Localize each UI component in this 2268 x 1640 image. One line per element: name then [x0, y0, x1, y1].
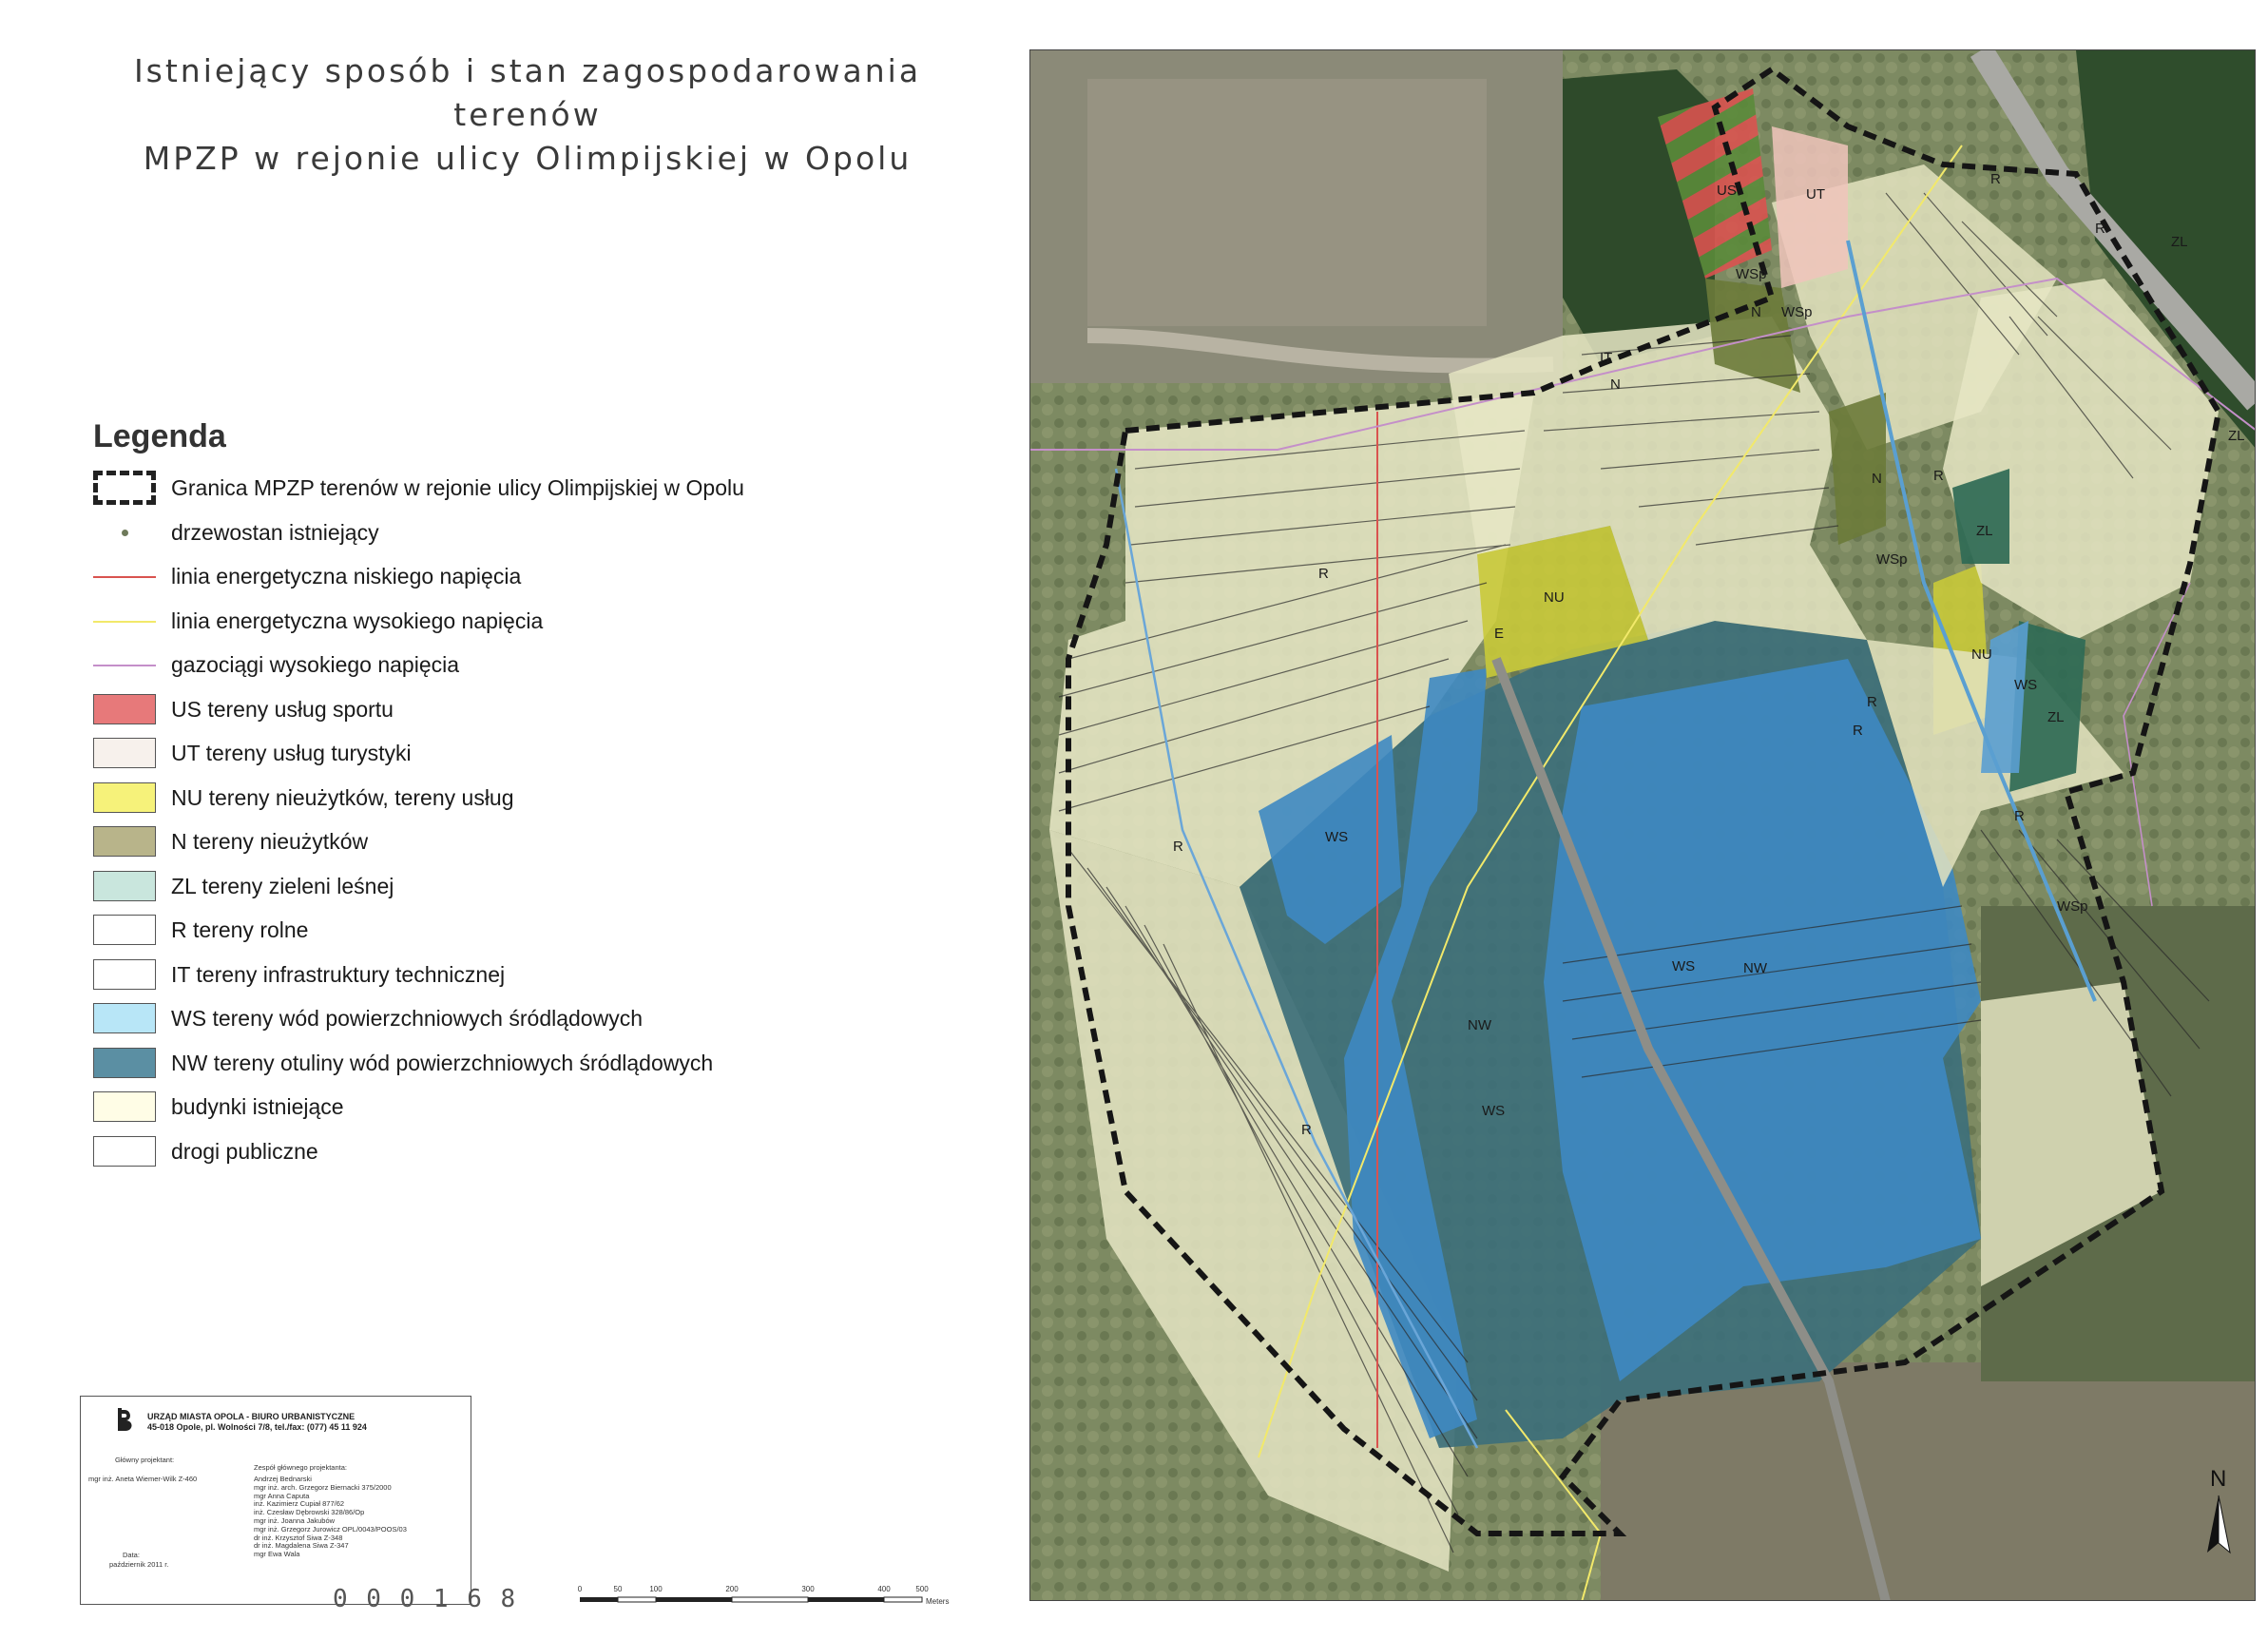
- legend-label: Granica MPZP terenów w rejonie ulicy Olimpijskiej w Opolu: [171, 475, 744, 500]
- team-member: mgr Anna Caputa: [254, 1491, 310, 1500]
- chief-label: Główny projektant:: [115, 1456, 175, 1464]
- zone-label: WS: [2014, 677, 2038, 693]
- zone-label: WS: [1672, 958, 1696, 974]
- zone-label: R: [1933, 468, 1944, 484]
- map-title-line1: Istniejący sposób i stan zagospodarowania terenów: [133, 52, 922, 133]
- legend-symbol-box: [93, 1091, 156, 1122]
- map-title-line2: MPZP w rejonie ulicy Olimpijskiej w Opolu: [143, 140, 913, 177]
- scale-tick-label: 50: [613, 1585, 623, 1593]
- title-block: [80, 1396, 518, 1613]
- zone-label: US: [1717, 183, 1737, 199]
- legend-symbol-box: [93, 782, 156, 813]
- zone-label: ZL: [2171, 234, 2188, 250]
- scale-unit: Meters: [926, 1597, 950, 1606]
- legend-item: [93, 865, 987, 910]
- legend-label: linia energetyczna wysokiego napięcia: [171, 608, 544, 633]
- legend-label: linia energetyczna niskiego napięcia: [171, 564, 522, 588]
- scale-bar: [576, 1580, 956, 1614]
- team-member: mgr Ewa Wala: [254, 1550, 300, 1559]
- zone-label: NW: [1743, 960, 1767, 976]
- org-address: 45-018 Opole, pl. Wolności 7/8, tel./fax: (077) 45 11 924: [147, 1422, 367, 1432]
- zone-label: WSp: [1781, 304, 1813, 320]
- zone-label: R: [2095, 221, 2105, 237]
- team-member: Andrzej Bednarski: [254, 1475, 312, 1483]
- city-logo-icon: [115, 1406, 136, 1433]
- legend-symbol-box: [93, 959, 156, 990]
- legend-label: WS tereny wód powierzchniowych śródlądowych: [171, 1006, 643, 1031]
- legend-item: [93, 997, 987, 1042]
- legend-symbol-line: [93, 665, 156, 666]
- scale-tick-label: 200: [725, 1585, 739, 1593]
- legend-item: [93, 644, 987, 688]
- legend-symbol-box: [93, 1003, 156, 1033]
- title-block-org: [147, 1412, 367, 1433]
- zone-label: R: [1990, 171, 2001, 187]
- zone-label: WSp: [2057, 898, 2088, 915]
- zone-label: ZL: [1976, 523, 1993, 539]
- legend-label: NU tereny nieużytków, tereny usług: [171, 784, 514, 810]
- fields-south: [1601, 1362, 2256, 1601]
- scale-bar-segments: [580, 1597, 922, 1602]
- legend-item: [93, 1130, 987, 1175]
- legend-symbol-box: [93, 1136, 156, 1167]
- chief-name: mgr inż. Aneta Wiemer-Wilk Z-460: [88, 1475, 198, 1483]
- zone-label: R: [1301, 1122, 1312, 1138]
- village-blocks: [1087, 79, 1487, 326]
- legend-symbol-dot: [93, 517, 156, 548]
- legend-symbol-box: [93, 871, 156, 901]
- zone-label: WSp: [1736, 266, 1767, 282]
- legend-item: [93, 909, 987, 954]
- scale-tick-label: 0: [577, 1585, 583, 1593]
- legend-label: drzewostan istniejący: [171, 519, 379, 545]
- team-member: inż. Kazimierz Cupiał 877/62: [254, 1499, 345, 1509]
- north-label: N: [2210, 1466, 2227, 1492]
- legend-symbol-box: [93, 915, 156, 945]
- legend-label: drogi publiczne: [171, 1138, 318, 1164]
- legend-symbol-boundary: [93, 471, 156, 505]
- legend-symbol-line: [93, 576, 156, 578]
- team-label: Zespół głównego projektanta:: [254, 1463, 347, 1472]
- legend: [93, 418, 987, 1174]
- zone-label: N: [1751, 304, 1761, 320]
- zone-label: R: [1173, 839, 1183, 855]
- legend-item: [93, 954, 987, 998]
- zone-label: E: [1494, 626, 1505, 642]
- zone-label: WSp: [1876, 551, 1908, 568]
- zone-label: WS: [1482, 1103, 1506, 1119]
- legend-label: US tereny usług sportu: [171, 696, 394, 722]
- team-member: mgr inż. arch. Grzegorz Biernacki 375/2000: [254, 1482, 392, 1492]
- zone-label: NU: [1544, 589, 1565, 606]
- zone-label: N: [1872, 471, 1882, 487]
- legend-label: UT tereny usług turystyki: [171, 741, 412, 765]
- legend-label: R tereny rolne: [171, 917, 309, 942]
- zone-label: R: [1867, 694, 1877, 710]
- legend-label: NW tereny otuliny wód powierzchniowych śródlądowych: [171, 1050, 714, 1075]
- zone-label: NW: [1468, 1017, 1491, 1033]
- zone-label: R: [1318, 566, 1329, 582]
- zone-label: WS: [1325, 829, 1349, 845]
- legend-label: N tereny nieużytków: [171, 829, 369, 854]
- date-value: październik 2011 r.: [109, 1560, 169, 1569]
- team-member: dr inż. Krzysztof Siwa Z-348: [254, 1533, 343, 1542]
- legend-symbol-box: [93, 826, 156, 857]
- zone-label: UT: [1806, 186, 1825, 203]
- planning-map: [1029, 49, 2256, 1601]
- legend-symbol-box: [93, 1048, 156, 1078]
- zone-label: IT: [1600, 350, 1613, 366]
- team-member: mgr inż. Grzegorz Jurowicz OPL/0043/POOS/03: [254, 1524, 407, 1534]
- legend-item: [93, 511, 987, 556]
- zone-label: R: [2014, 808, 2025, 824]
- team-member: mgr inż. Joanna Jakubów: [254, 1516, 336, 1525]
- scale-tick-label: 100: [649, 1585, 663, 1593]
- legend-label: budynki istniejące: [171, 1094, 344, 1119]
- scale-tick-label: 500: [915, 1585, 929, 1593]
- legend-item: [93, 777, 987, 821]
- legend-item: [93, 467, 987, 511]
- zone-label: ZL: [2228, 428, 2245, 444]
- zone-label: ZL: [2047, 709, 2065, 725]
- legend-item: [93, 732, 987, 777]
- map-canvas: [1030, 50, 2256, 1601]
- map-title: [67, 49, 989, 181]
- legend-item: [93, 555, 987, 600]
- date-label: Data:: [123, 1551, 140, 1559]
- zone-label: N: [1610, 376, 1621, 393]
- legend-label: IT tereny infrastruktury technicznej: [171, 961, 506, 987]
- legend-item: [93, 600, 987, 645]
- legend-symbol-box: [93, 694, 156, 724]
- legend-item: [93, 820, 987, 865]
- legend-title: Legenda: [93, 418, 226, 454]
- legend-item: [93, 688, 987, 733]
- team-member: inż. Czesław Dębrowski 328/86/Op: [254, 1508, 365, 1517]
- scale-tick-label: 400: [877, 1585, 891, 1593]
- org-name: URZĄD MIASTA OPOLA - BIURO URBANISTYCZNE: [147, 1412, 356, 1421]
- legend-symbol-line: [93, 621, 156, 623]
- legend-label: gazociągi wysokiego napięcia: [171, 652, 460, 677]
- legend-item: [93, 1086, 987, 1130]
- team-member: dr inż. Magdalena Siwa Z-347: [254, 1541, 349, 1551]
- zone-ut: [1772, 126, 1848, 288]
- legend-label: ZL tereny zieleni leśnej: [171, 873, 394, 898]
- zone-label: NU: [1971, 646, 1992, 663]
- legend-symbol-box: [93, 738, 156, 768]
- zone-label: R: [1853, 723, 1863, 739]
- zone-n-east: [1829, 393, 1886, 545]
- document-stamp: 0 0 0 1 6 8: [333, 1585, 518, 1613]
- legend-item: [93, 1042, 987, 1087]
- scale-tick-label: 300: [801, 1585, 815, 1593]
